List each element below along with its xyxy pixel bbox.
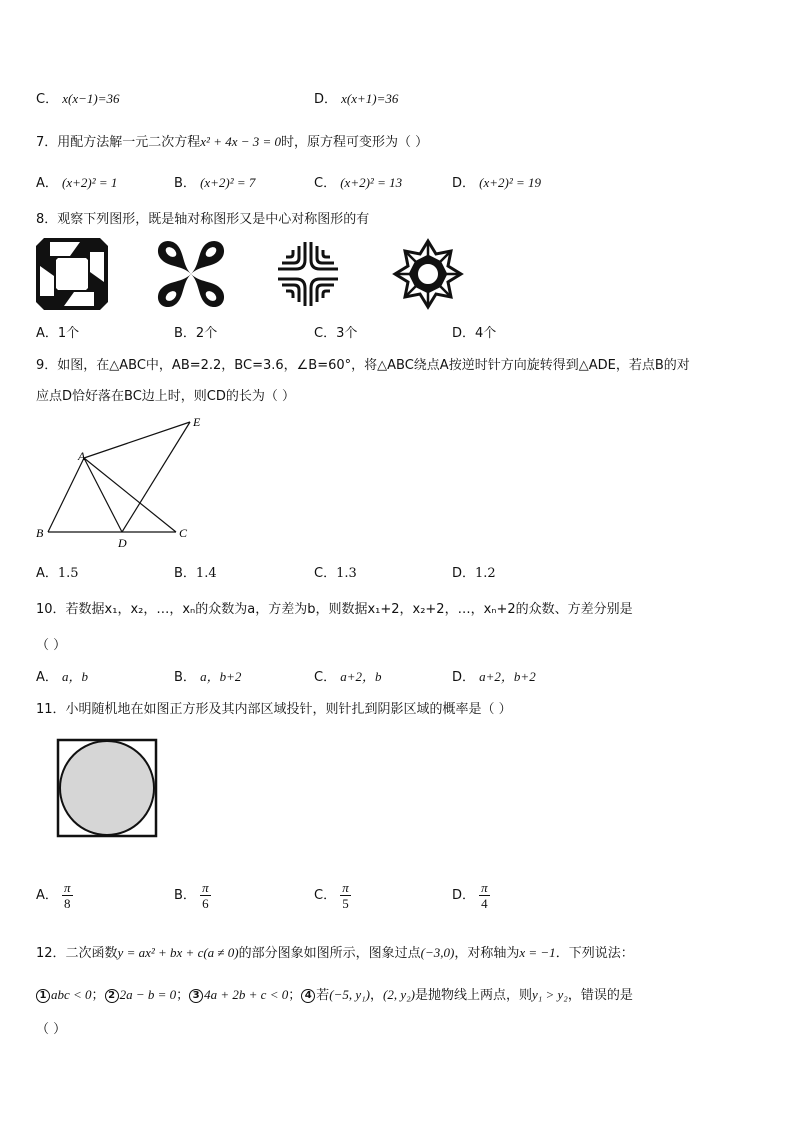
- q11-option-c: C． $\frac{\pi}{5}$: [314, 880, 349, 911]
- q10-paren: （ ）: [36, 638, 67, 653]
- q11-square-circle-figure: [56, 738, 160, 840]
- q7-stem: 7．用配方法解一元二次方程x² + 4x − 3 = 0时，原方程可变形为（ ）: [36, 134, 429, 150]
- q9-stem-line1: 9．如图，在△ABC中，AB=2.2，BC=3.6，∠B=60°，将△ABC绕点A按逆时针方向旋转得到△ADE，若点B的对: [36, 358, 690, 373]
- q10-option-a: A． a，b: [36, 669, 89, 685]
- q11-option-d: D． $\frac{\pi}{4}$: [452, 880, 488, 911]
- label-d: D: [118, 536, 127, 550]
- q9-option-a: A．1.5: [36, 566, 79, 581]
- label-a: A: [78, 449, 86, 463]
- q7-option-b: B． (x+2)² = 7: [174, 175, 256, 191]
- label-e: E: [193, 415, 201, 429]
- q9-option-c: C．1.3: [314, 566, 357, 581]
- q8-figure-4: [392, 238, 464, 310]
- q11-stem: 11．小明随机地在如图正方形及其内部区域投针，则针扎到阴影区域的概率是（ ）: [36, 702, 512, 717]
- q7-option-d: D． (x+2)² = 19: [452, 175, 542, 191]
- q9-option-b: B．1.4: [174, 566, 217, 581]
- q12-stem: 12．二次函数y = ax² + bx + c(a ≠ 0)的部分图象如图所示，图象过点(−3,0)，对称轴为x = −1．下列说法：: [36, 945, 634, 961]
- label-b: B: [36, 526, 44, 540]
- q8-figure-2: [155, 238, 227, 310]
- q6-option-c: C． x(x−1)=36: [36, 91, 120, 107]
- q10-option-d: D． a+2，b+2: [452, 669, 536, 685]
- q7-equation: x² + 4x − 3 = 0: [200, 134, 282, 149]
- q8-stem: 8．观察下列图形，既是轴对称图形又是中心对称图形的有: [36, 212, 370, 227]
- q10-option-b: B． a，b+2: [174, 669, 242, 685]
- q8-figure-1: [36, 238, 108, 310]
- q11-option-b: B． $\frac{\pi}{6}$: [174, 880, 209, 911]
- q9-option-d: D．1.2: [452, 566, 496, 581]
- q9-stem-line2: 应点D恰好落在BC边上时，则CD的长为（ ）: [36, 389, 295, 404]
- q8-option-d: D．4个: [452, 326, 497, 341]
- q7-option-a: A． (x+2)² = 1: [36, 175, 118, 191]
- q8-option-b: B．2个: [174, 326, 218, 341]
- q6-option-c-expr: x(x−1)=36: [62, 91, 120, 106]
- q6-option-d: D． x(x+1)=36: [314, 91, 399, 107]
- q8-option-a: A．1个: [36, 326, 80, 341]
- q8-option-c: C．3个: [314, 326, 358, 341]
- q11-option-a: A． $\frac{\pi}{8}$: [36, 880, 71, 911]
- label-c: C: [179, 526, 188, 540]
- q9-triangle-figure: [36, 412, 206, 552]
- q12-statements: 1 abc < 0； 2 2a − b = 0； 3 4a + 2b + c < 0； 4 若(−5, y₁)，(2, y₂)是抛物线上两点，则y₁ > y₂，错误的是: [36, 984, 633, 1003]
- q10-option-c: C． a+2，b: [314, 669, 382, 685]
- q7-option-c: C． (x+2)² = 13: [314, 175, 403, 191]
- q8-figure-3: [276, 240, 340, 308]
- q12-paren: （ ）: [36, 1022, 67, 1037]
- q12-function: y = ax² + bx + c(a ≠ 0): [117, 945, 239, 960]
- q10-stem: 10．若数据x₁，x₂，…，xₙ的众数为a，方差为b，则数据x₁+2，x₂+2，…，xₙ+2的众数、方差分别是: [36, 602, 633, 617]
- q6-option-d-expr: x(x+1)=36: [341, 91, 399, 106]
